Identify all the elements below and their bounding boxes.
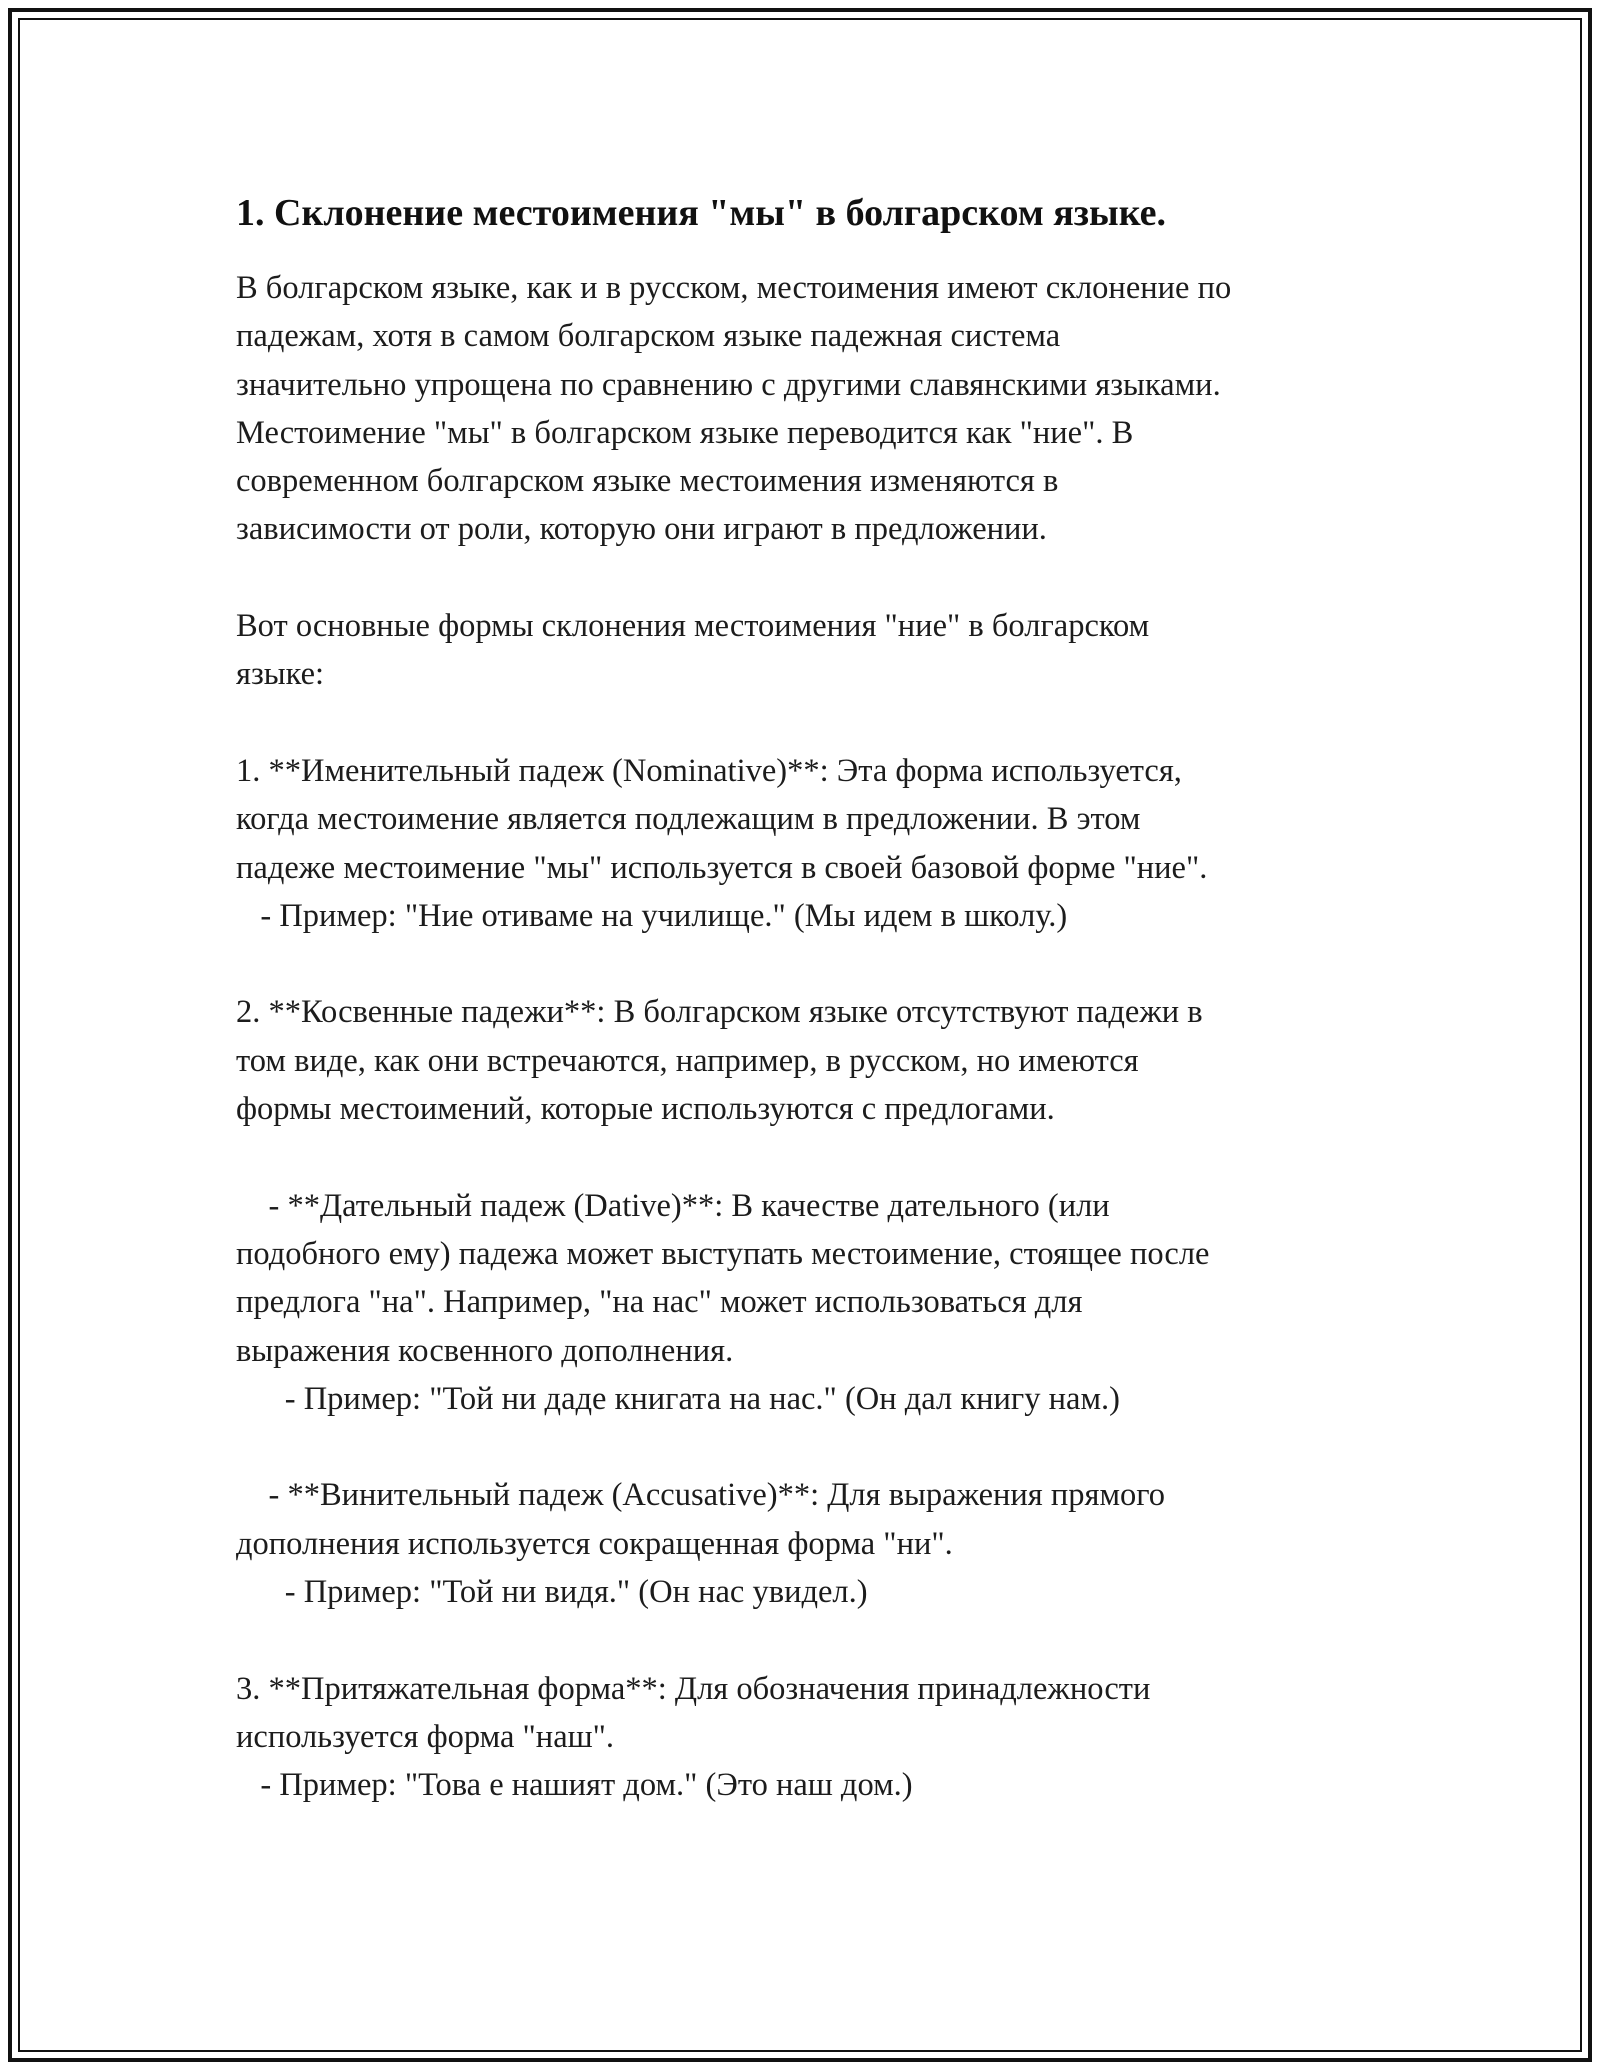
document-body: В болгарском языке, как и в русском, местоимения имеют склонение по падежам, хотя в самом болгарском языке падежная система значительно упрощена по сравнению с другими славянскими языками. Местоимение "мы" в болгарском языке переводится как "ние". В современном болгарском языке местоимения изменяются в зависимости от роли, которую они играют в предложении. Вот основные формы склонения местоимения "ние" в болгарском языке: 1. **Именительный падеж (Nominative)**: Эта форма используется, когда местоимение является подлежащим в предложении. В этом падеже местоимение "мы" используется в своей базовой форме "ние". - Пример: "Ние отиваме на училище." (Мы идем в школу.) 2. **Косвенные падежи**: В болгарском языке отсутствуют падежи в том виде, как они встречаются, например, в русском, но имеются формы местоимений, которые используются с предлогами. - **Дательный падеж (Dative)**: В качестве дательного (или подобного ему) падежа может выступать местоимение, стоящее после предлога "на". Например, "на нас" может использоваться для выражения косвенного дополнения. - Пример: "Той ни даде книгата на нас." (Он дал книгу нам.) - **Винительный падеж (Accusative)**: Для выражения прямого дополнения используется сокращенная форма "ни". - Пример: "Той ни видя." (Он нас увидел.) 3. **Притяжательная форма**: Для обозначения принадлежности используется форма "наш". - Пример: "Това е нашият дом." (Это наш дом.) [236, 270, 1232, 1804]
document-content [236, 188, 1386, 1810]
document-title: 1. Склонение местоимения "мы" в болгарском языке. [236, 192, 1167, 234]
